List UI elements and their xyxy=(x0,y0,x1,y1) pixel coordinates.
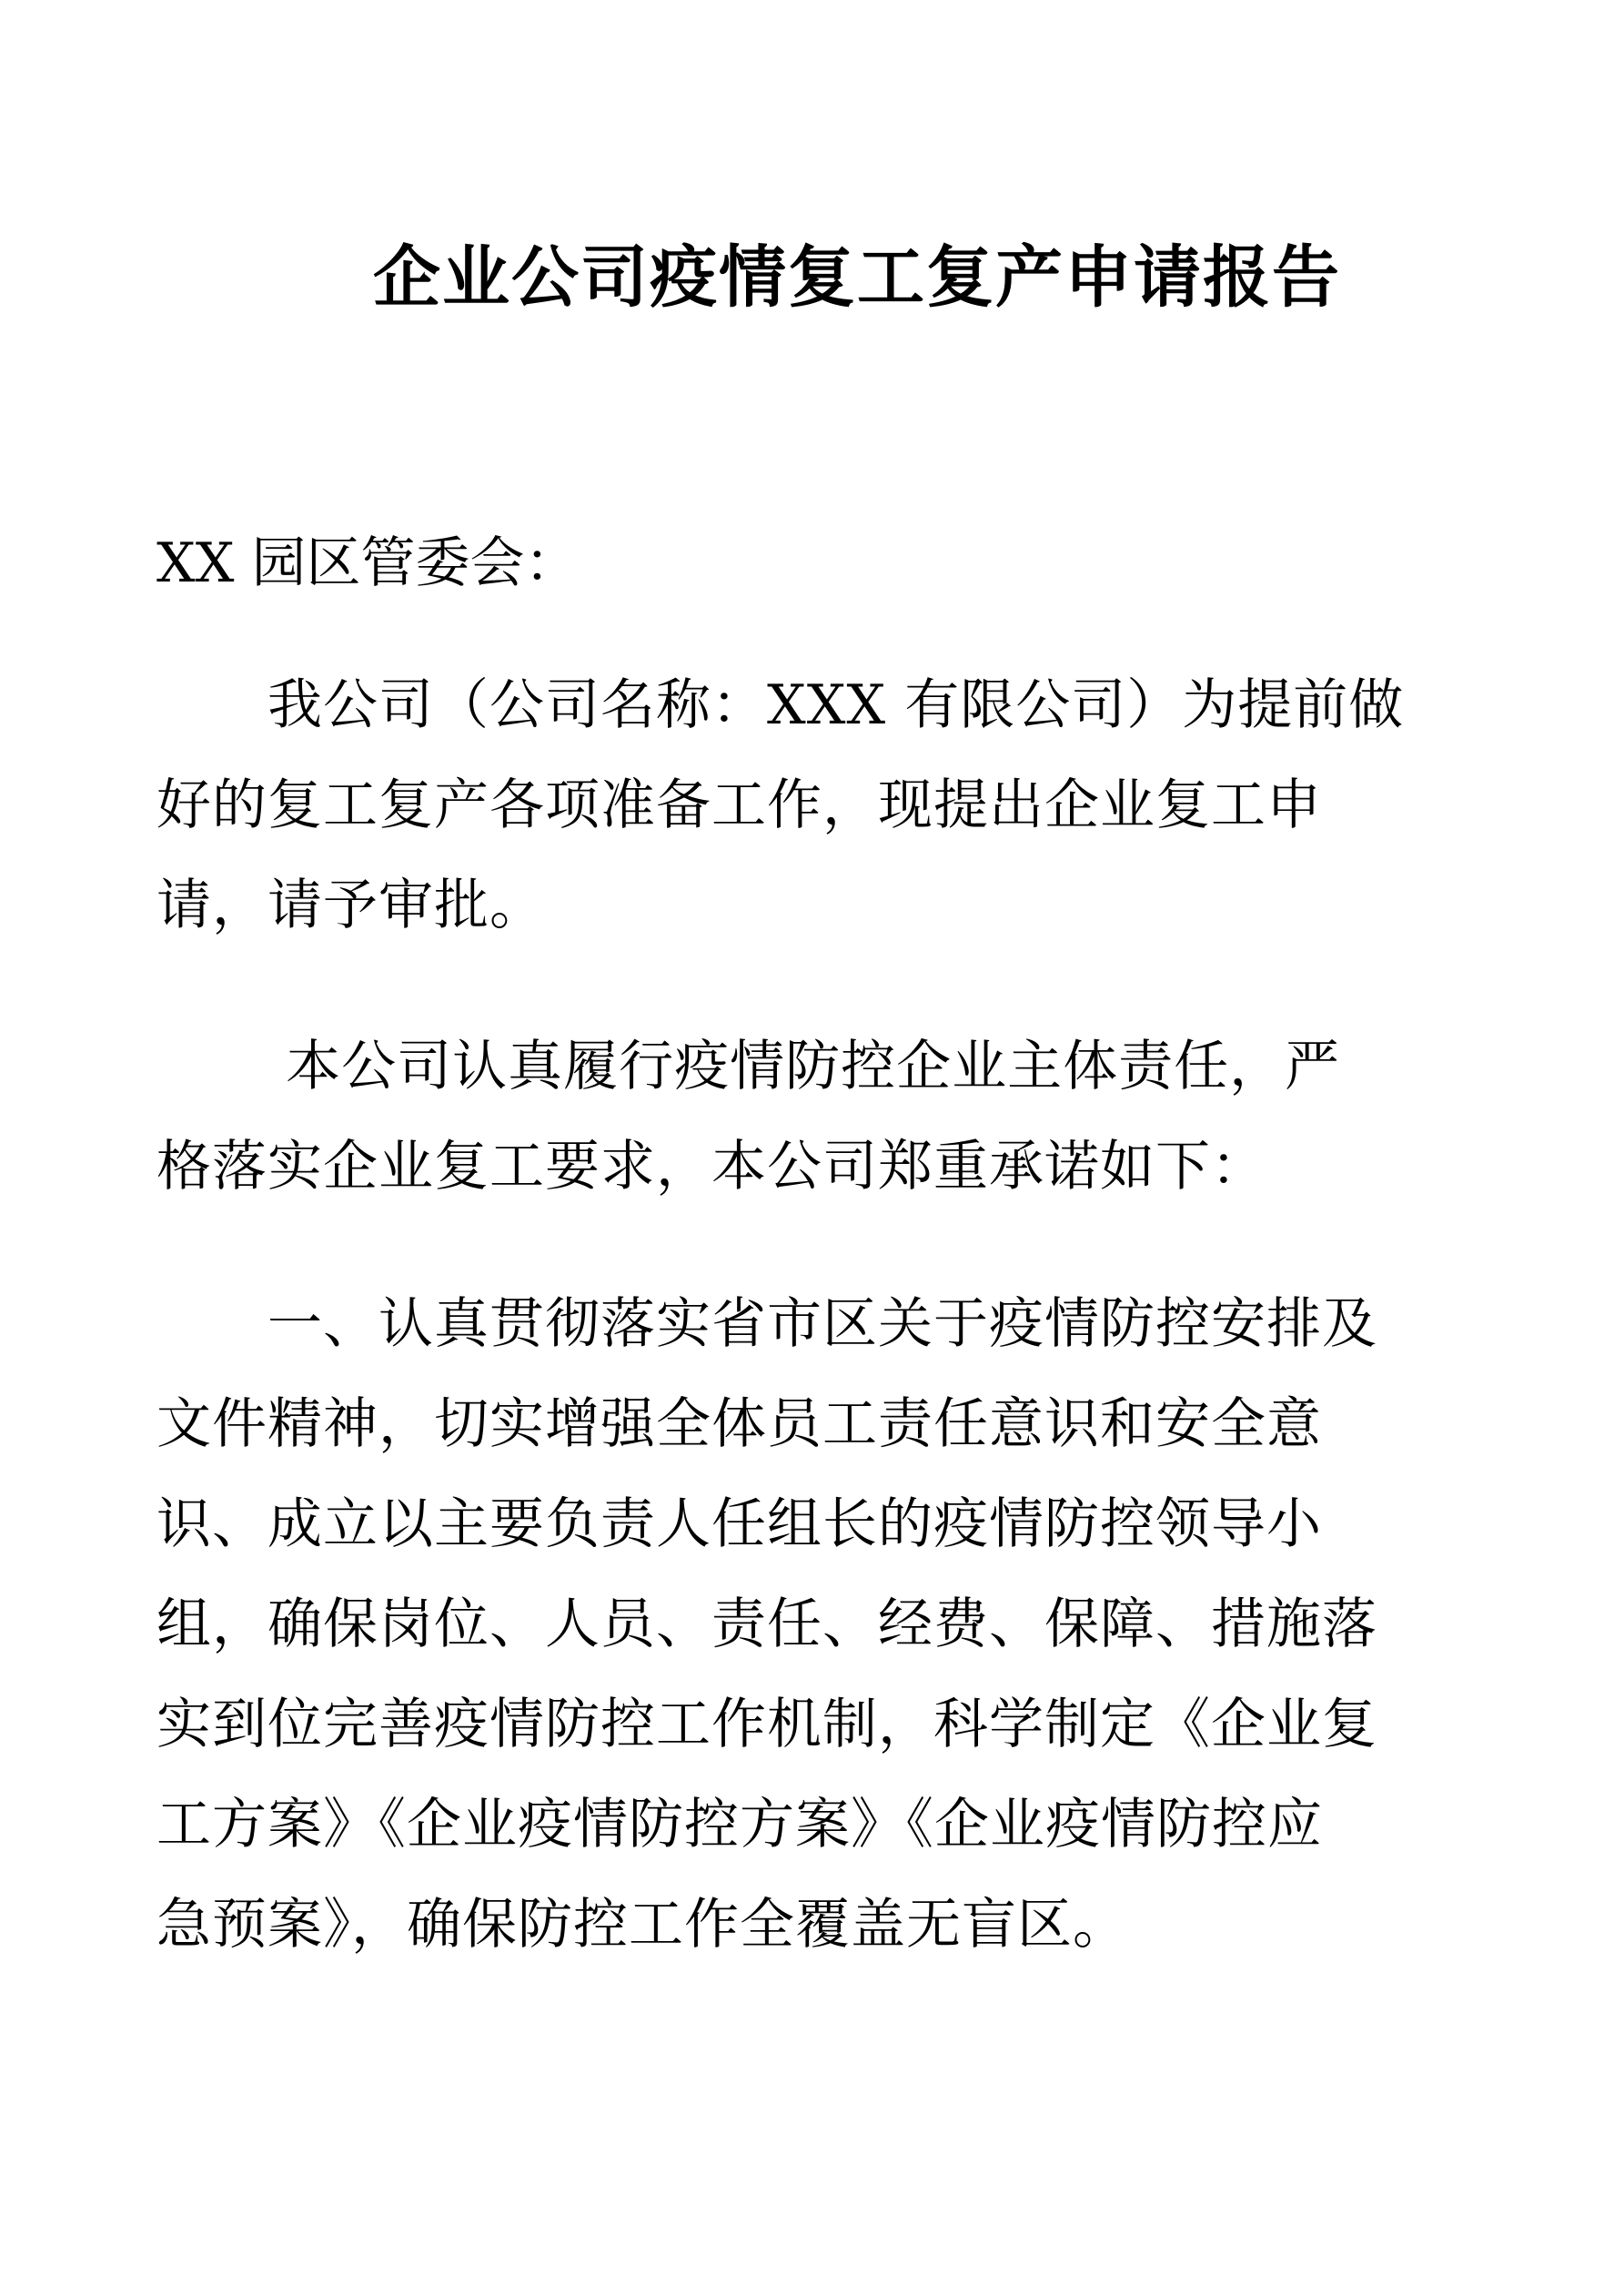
paragraph-line: 急预案》，确保防控工作全覆盖无盲区。 xyxy=(156,1893,1128,1957)
paragraph-application xyxy=(156,655,1476,956)
paragraph-line: 识、成立以主要负责人任组长的疫情防控领导小 xyxy=(156,1492,1322,1556)
paragraph-line: 格落实企业复工要求，本公司郑重承诺如下： xyxy=(156,1135,1266,1199)
paragraph-line: 组，确保岗位、人员、责任、经费、保障、措施落 xyxy=(156,1593,1377,1656)
document-title: 企业公司疫情复工复产申请报告 xyxy=(373,238,1341,317)
paragraph-line: 请，请予审批。 xyxy=(156,874,545,937)
paragraph-line: 好的复工复产各项准备工作，现提出企业复工申 xyxy=(156,774,1322,837)
paragraph-line: 工方案》《企业疫情防控方案》《企业疫情防控应 xyxy=(156,1793,1323,1856)
paragraph-commitment-one xyxy=(156,1274,1476,1975)
paragraph-commitment-intro xyxy=(156,1017,1476,1217)
paragraph-line: 一、认真贯彻落实省市区关于疫情防控安排及 xyxy=(156,1292,1377,1356)
paragraph-line: 本公司认真履行疫情防控企业主体责任，严 xyxy=(156,1035,1341,1098)
salutation: XX 园区管委会： xyxy=(156,531,580,595)
paragraph-line: 文件精神，切实增强全体员工责任意识和安全意 xyxy=(156,1392,1322,1456)
paragraph-line: 实到位完善疫情防控工作机制，科学制定《企业复 xyxy=(156,1693,1377,1756)
paragraph-line: 我公司（公司名称：XXX 有限公司）为提前做 xyxy=(156,673,1405,737)
